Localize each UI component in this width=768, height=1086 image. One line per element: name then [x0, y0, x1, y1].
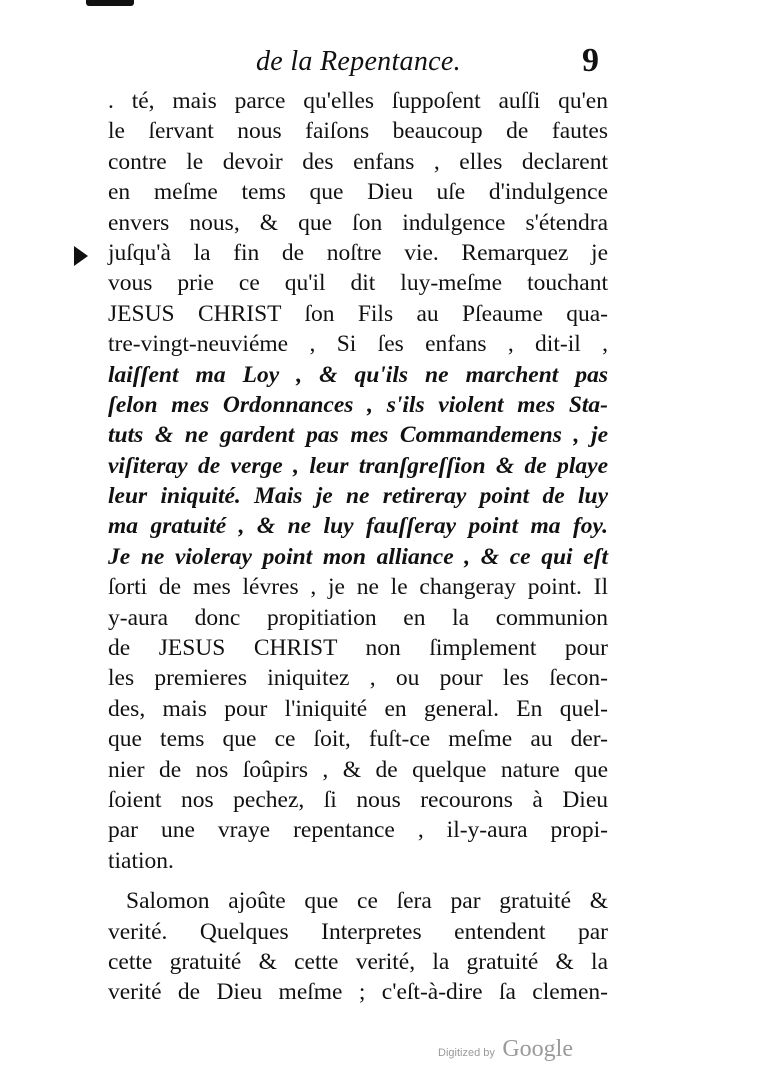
quotation-line: ma gratuité , & ne luy fauſſeray point ma foy.: [108, 513, 608, 540]
text-line: le ſervant nous faiſons beaucoup de fautes: [108, 118, 608, 145]
text-line: . té, mais parce qu'elles ſuppoſent auſſi qu'en: [108, 88, 608, 114]
quotation-line: Je ne violeray point mon alliance , & ce qui eſt: [108, 543, 608, 570]
text-line: de JESUS CHRIST non ſimplement pour: [108, 635, 608, 662]
text-line: juſqu'à la fin de noſtre vie. Remarquez je: [108, 239, 608, 266]
text-line: par une vraye repentance , il-y-aura propi-: [108, 817, 608, 844]
quotation-line: laiſſent ma Loy , & qu'ils ne marchent pas: [108, 361, 608, 388]
text-line: contre le devoir des enfans , elles declarent: [108, 148, 608, 175]
body-text: [108, 86, 608, 1008]
paragraph-gap: [108, 876, 608, 886]
text-line: tre-vingt-neuviéme , Si ſes enfans , dit-il ,: [108, 331, 608, 358]
page-edge-mark: [86, 0, 134, 6]
text-line: que tems que ce ſoit, fuſt-ce meſme au der-: [108, 726, 608, 753]
digitization-watermark: [438, 1036, 573, 1063]
text-line: ſorti de mes lévres , je ne le changeray point. Il: [108, 574, 608, 601]
text-line: en meſme tems que Dieu uſe d'indulgence: [108, 179, 608, 206]
quotation-line: leur iniquité. Mais je ne retireray point de luy: [108, 483, 608, 510]
text-line: Salomon ajoûte que ce ſera par gratuité &: [126, 888, 608, 915]
running-title: de la Repentance.: [256, 46, 461, 77]
page-number: 9: [582, 42, 599, 79]
text-line: des, mais pour l'iniquité en general. En quel-: [108, 695, 608, 722]
text-line: les premieres iniquitez , ou pour les ſecon-: [108, 665, 608, 692]
text-line: cette gratuité & cette verité, la gratuité & la: [108, 948, 608, 975]
margin-pointer-icon: [74, 246, 88, 266]
quotation-line: viſiteray de verge , leur tranſgreſſion & de playe: [108, 452, 608, 479]
quotation-line: tuts & ne gardent pas mes Commandemens , je: [108, 422, 608, 449]
text-line: y-aura donc propitiation en la communion: [108, 604, 608, 631]
text-line: JESUS CHRIST ſon Fils au Pſeaume qua-: [108, 300, 608, 327]
text-line: ſoient nos pechez, ſi nous recourons à Dieu: [108, 786, 608, 813]
text-line: verité de Dieu meſme ; c'eſt-à-dire ſa clemen-: [108, 979, 608, 1006]
watermark-prefix: Digitized by: [438, 1047, 495, 1059]
text-line: envers nous, & que ſon indulgence s'étendra: [108, 209, 608, 236]
text-line: vous prie ce qu'il dit luy-meſme touchant: [108, 270, 608, 297]
watermark-brand: Google: [502, 1036, 573, 1062]
text-line: verité. Quelques Interpretes entendent par: [108, 918, 608, 945]
text-line: nier de nos ſoûpirs , & de quelque nature que: [108, 756, 608, 783]
quotation-line: ſelon mes Ordonnances , s'ils violent mes Sta-: [108, 391, 608, 418]
text-line: tiation.: [108, 847, 174, 874]
